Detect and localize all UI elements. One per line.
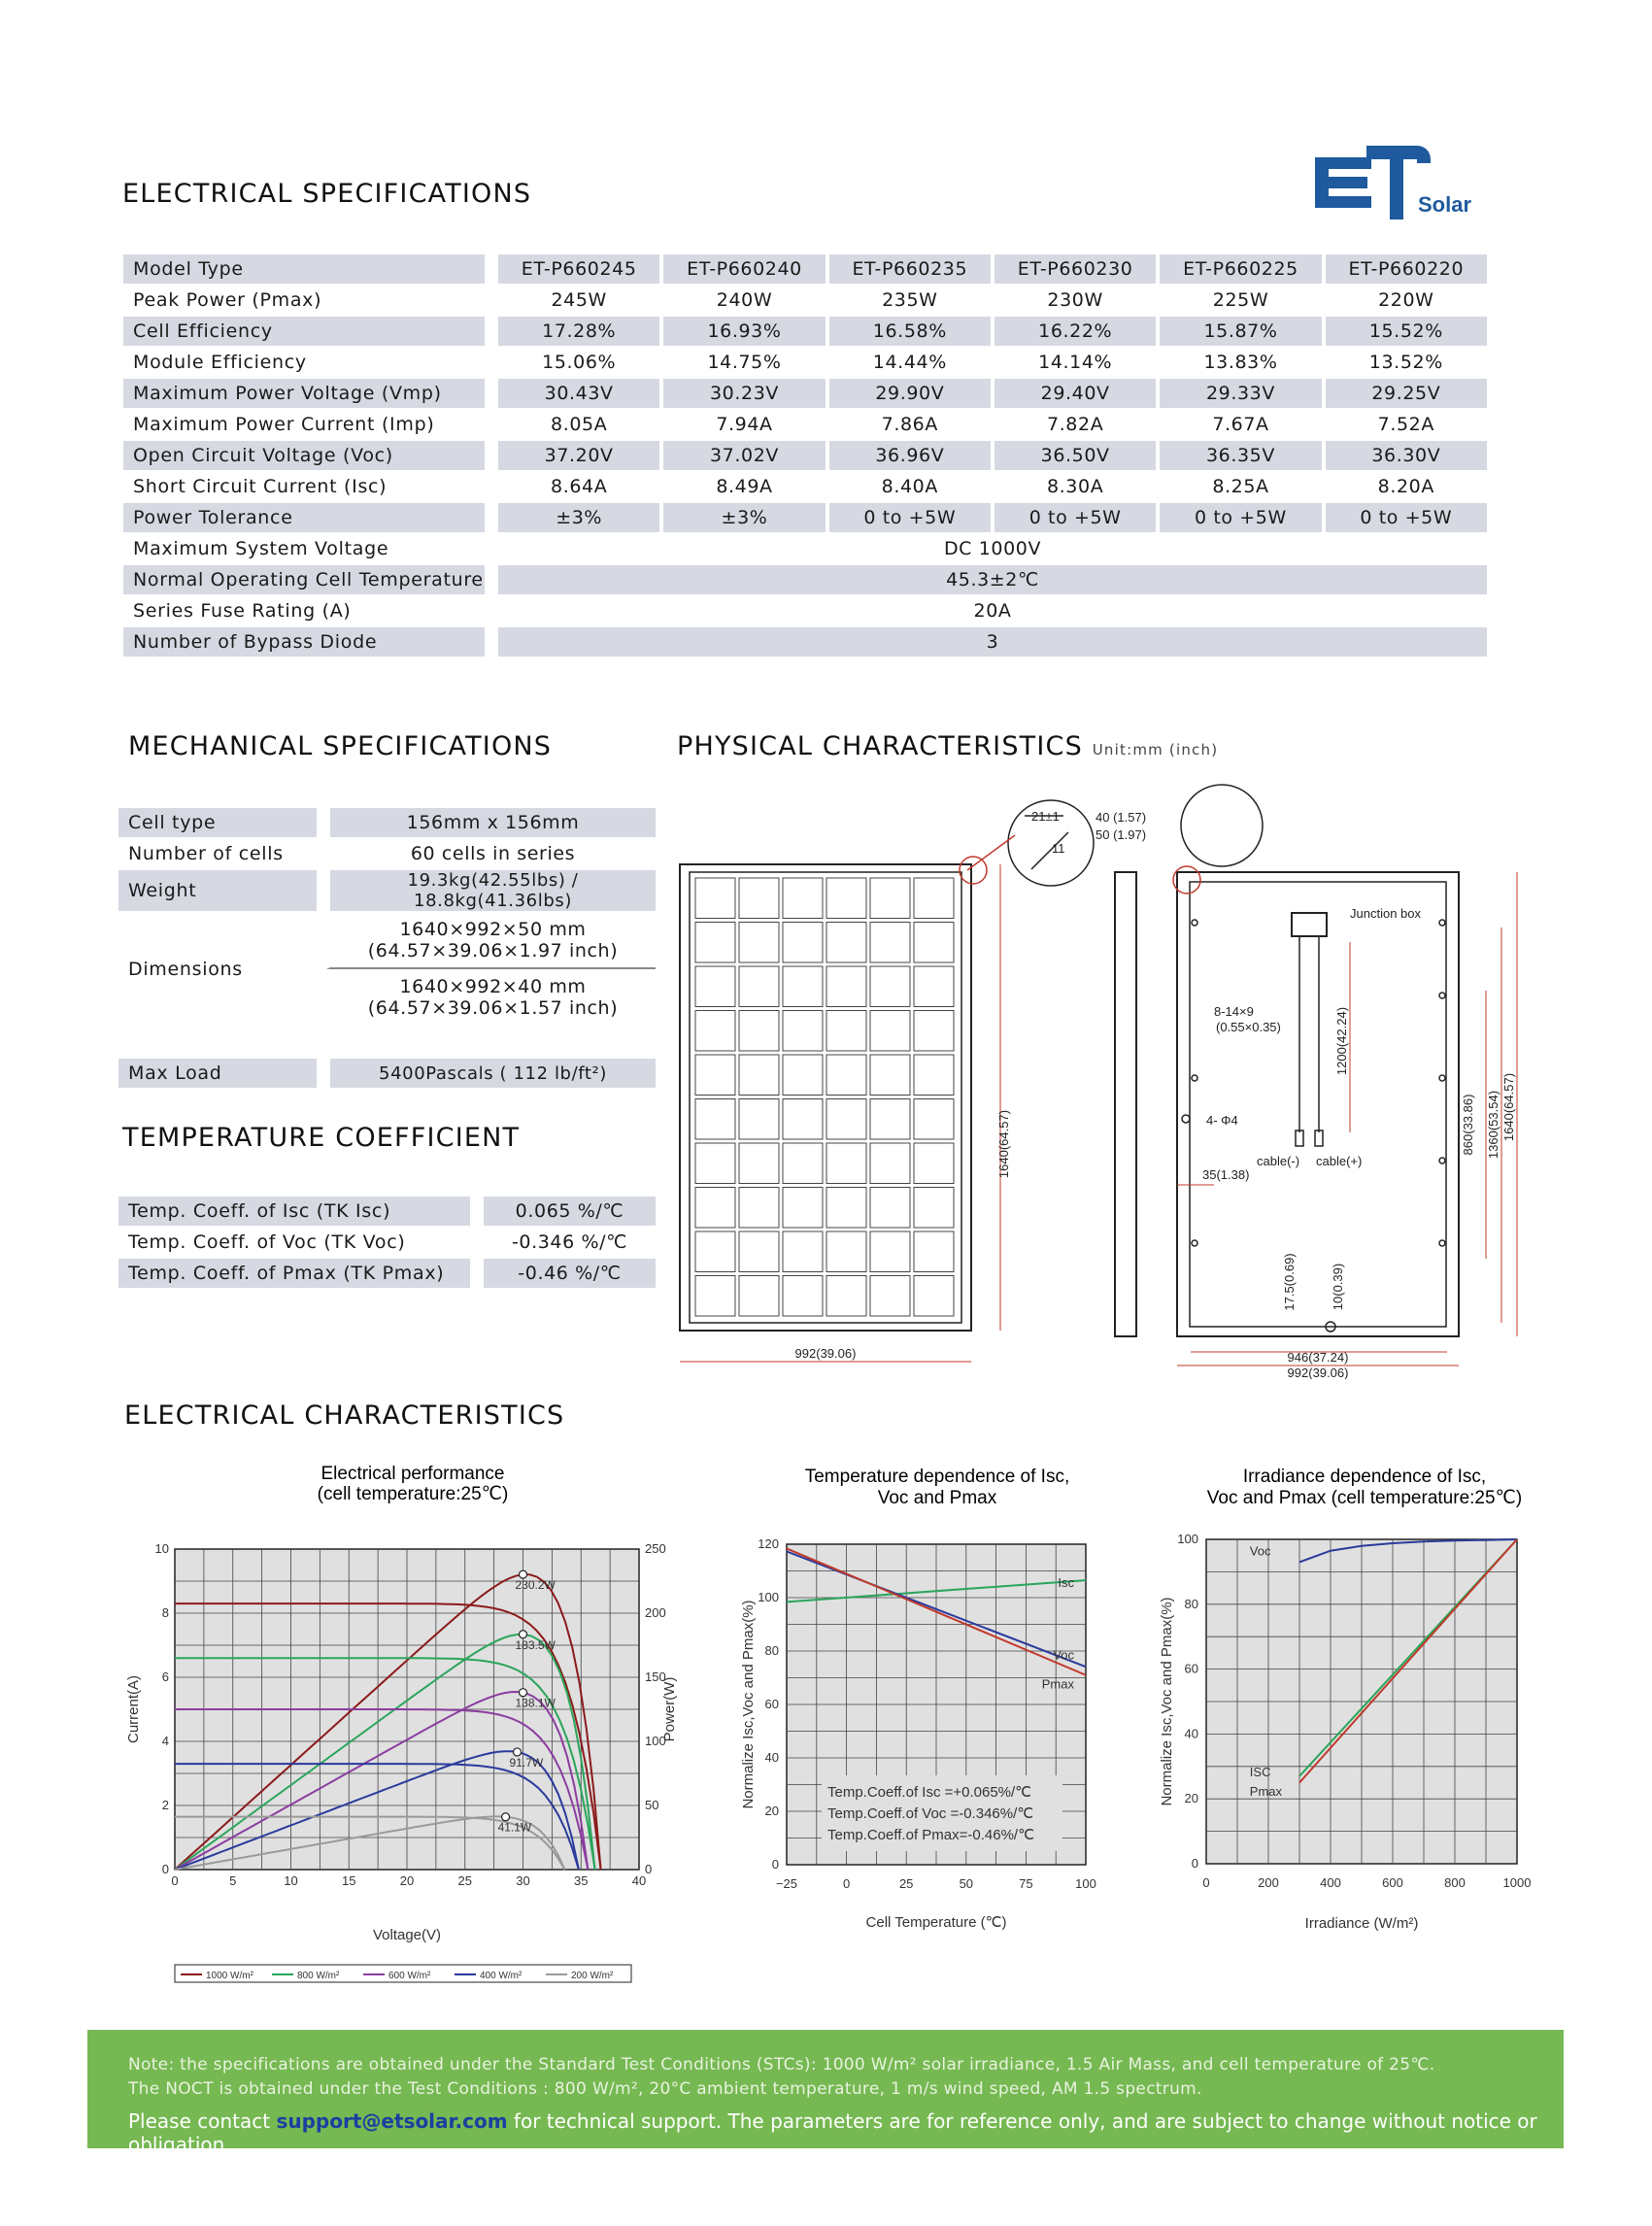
spec-value: 15.52%: [1322, 317, 1487, 348]
spec-label: Maximum Power Current (Imp): [123, 410, 485, 441]
y2-tick: 100: [645, 1734, 666, 1748]
junction-box-label: Junction box: [1350, 906, 1421, 921]
solar-cell: [914, 1231, 954, 1272]
legend-label: 800 W/m²: [297, 1971, 340, 1981]
x-tick: 25: [457, 1873, 472, 1888]
solar-cell: [783, 1055, 823, 1096]
svg-text:10(0.39): 10(0.39): [1331, 1263, 1345, 1311]
table-row: [123, 565, 1487, 596]
solar-cell: [870, 1143, 910, 1184]
x-tick: 50: [959, 1876, 974, 1891]
pmax-point: [514, 1748, 522, 1756]
pmax-label: 91.7W: [509, 1755, 544, 1770]
solar-cell: [695, 966, 735, 1007]
perf-title-2: (cell temperature:25℃): [317, 1484, 509, 1504]
spec-value: 45.3±2℃: [494, 565, 1487, 596]
x-tick: 75: [1019, 1876, 1033, 1891]
y-tick: 120: [758, 1536, 779, 1551]
physical-drawing: [670, 777, 1564, 1379]
y-tick: 20: [764, 1804, 779, 1818]
spec-value: 20A: [494, 596, 1487, 627]
spec-value: 16.22%: [991, 317, 1156, 348]
spec-value: 8.05A: [494, 410, 659, 441]
spec-value: 7.94A: [659, 410, 825, 441]
noct-note: The NOCT is obtained under the Test Conditions : 800 W/m², 20°C ambient temperature, 1 m/s wind speed, AM 1.5 spectrum.: [128, 2079, 1202, 2099]
y-axis-label: Normalize Isc,Voc and Pmax(%): [1159, 1597, 1175, 1806]
et-solar-logo: [1313, 146, 1488, 223]
solar-cell: [914, 878, 954, 919]
spec-value: 245W: [494, 286, 659, 317]
spec-value: 240W: [659, 286, 825, 317]
solar-cell: [826, 1276, 866, 1317]
pmax-point: [520, 1689, 527, 1697]
table-row: [123, 379, 1487, 410]
solar-cell: [783, 1099, 823, 1140]
series-label: Pmax: [1249, 1783, 1283, 1799]
series-label: ISC: [1249, 1764, 1271, 1779]
chart-legend: [175, 1965, 631, 1982]
irr-title-1: Irradiance dependence of Isc,: [1242, 1467, 1487, 1487]
spec-label: Series Fuse Rating (A): [123, 596, 485, 627]
spec-value: 29.40V: [991, 379, 1156, 410]
spec-value: 15.87%: [1156, 317, 1321, 348]
solar-cell: [783, 1188, 823, 1229]
spec-value: 15.06%: [494, 348, 659, 379]
solar-cell: [695, 878, 735, 919]
solar-cell: [914, 1276, 954, 1317]
solar-cell: [695, 1188, 735, 1229]
temp-coeff-table: [118, 1197, 656, 1290]
temp-coeff-title: TEMPERATURE COEFFICIENT: [122, 1123, 521, 1153]
spec-value: 0 to +5W: [826, 503, 991, 534]
y-tick: 60: [764, 1697, 779, 1711]
y-tick: 100: [1177, 1532, 1198, 1546]
spec-value: 225W: [1156, 286, 1321, 317]
solar-cell: [826, 966, 866, 1007]
solar-cell: [739, 1011, 779, 1052]
table-row: [123, 441, 1487, 472]
y2-tick: 250: [645, 1541, 666, 1556]
svg-text:1360(53.54): 1360(53.54): [1486, 1090, 1500, 1160]
svg-text:Solar: Solar: [1418, 192, 1472, 217]
weight-label: Weight: [118, 870, 317, 913]
solar-cell: [914, 1011, 954, 1052]
spec-value: ±3%: [494, 503, 659, 534]
table-row: [123, 472, 1487, 503]
svg-text:1640(64.57): 1640(64.57): [1501, 1072, 1516, 1142]
solar-cell: [739, 1188, 779, 1229]
svg-text:17.5(0.69): 17.5(0.69): [1282, 1253, 1297, 1311]
spec-label: Open Circuit Voltage (Voc): [123, 441, 485, 472]
coeff-value: 0.065 %/℃: [480, 1197, 656, 1228]
solar-cell: [870, 1011, 910, 1052]
solar-cell: [914, 923, 954, 963]
spec-value: 36.30V: [1322, 441, 1487, 472]
spec-value: 7.82A: [991, 410, 1156, 441]
solar-cell: [783, 923, 823, 963]
legend-label: 600 W/m²: [388, 1971, 431, 1981]
solar-cell: [695, 1276, 735, 1317]
y-tick: 0: [771, 1857, 779, 1872]
spec-value: 8.64A: [494, 472, 659, 503]
coefficient-line: Temp.Coeff.of Voc =-0.346%/℃: [827, 1805, 1034, 1822]
spec-value: 7.52A: [1322, 410, 1487, 441]
solar-cell: [783, 1143, 823, 1184]
solar-cell: [695, 1055, 735, 1096]
solar-cell: [826, 1055, 866, 1096]
solar-cell: [695, 923, 735, 963]
support-email-link[interactable]: support@etsolar.com: [276, 2109, 508, 2133]
spec-value: 17.28%: [494, 317, 659, 348]
y-tick: 2: [161, 1798, 169, 1812]
model-header: ET-P660245: [494, 254, 659, 286]
y2-tick: 150: [645, 1670, 666, 1684]
table-row: [123, 410, 1487, 441]
table-row: [123, 317, 1487, 348]
cell-type-label: Cell type: [118, 808, 317, 839]
svg-text:1200(42.24): 1200(42.24): [1334, 1006, 1349, 1076]
x-tick: 1000: [1502, 1875, 1532, 1890]
y-tick: 0: [1191, 1856, 1198, 1871]
y-tick: 100: [758, 1590, 779, 1604]
solar-cell: [870, 1231, 910, 1272]
x-tick: 600: [1382, 1875, 1403, 1890]
y-tick: 6: [161, 1670, 169, 1684]
coefficient-line: Temp.Coeff.of Pmax=-0.46%/℃: [827, 1827, 1034, 1843]
coeff-label: Temp. Coeff. of Pmax (TK Pmax): [118, 1259, 470, 1290]
x-tick: 100: [1075, 1876, 1096, 1891]
spec-value: 16.58%: [826, 317, 991, 348]
y-tick: 80: [1184, 1596, 1198, 1611]
x-tick: 20: [399, 1873, 415, 1888]
spec-value: 14.75%: [659, 348, 825, 379]
spec-value: 0 to +5W: [1322, 503, 1487, 534]
table-row: [123, 286, 1487, 317]
table-row: [123, 596, 1487, 627]
solar-cell: [739, 878, 779, 919]
electrical-characteristics-title: ELECTRICAL CHARACTERISTICS: [124, 1400, 565, 1431]
table-row: [123, 348, 1487, 379]
table-row: [123, 254, 1487, 286]
spec-value: 13.52%: [1322, 348, 1487, 379]
x-tick: 40: [631, 1873, 647, 1888]
solar-cell: [914, 966, 954, 1007]
solar-cell: [783, 1231, 823, 1272]
spec-value: 7.67A: [1156, 410, 1321, 441]
y-tick: 20: [1184, 1791, 1198, 1806]
spec-value: 29.90V: [826, 379, 991, 410]
series-label: Voc: [1249, 1543, 1271, 1559]
svg-text:35(1.38): 35(1.38): [1202, 1167, 1250, 1182]
cell-type-value: 156mm x 156mm: [326, 808, 656, 839]
x-tick: 10: [284, 1873, 298, 1888]
x-tick: 800: [1444, 1875, 1466, 1890]
y-tick: 4: [161, 1734, 169, 1748]
x-tick: 400: [1320, 1875, 1341, 1890]
spec-label: Normal Operating Cell Temperature: [123, 565, 485, 596]
spec-value: 30.23V: [659, 379, 825, 410]
spec-value: 0 to +5W: [991, 503, 1156, 534]
solar-cell: [870, 923, 910, 963]
front-width-label: 992(39.06): [794, 1346, 857, 1361]
irr-title-2: Voc and Pmax (cell temperature:25℃): [1206, 1488, 1523, 1508]
solar-cell: [914, 1143, 954, 1184]
pmax-point: [520, 1631, 527, 1638]
x-tick: 0: [842, 1876, 851, 1891]
spec-label: Short Circuit Current (Isc): [123, 472, 485, 503]
svg-text:11: 11: [1052, 841, 1065, 856]
svg-text:40 (1.57): 40 (1.57): [1096, 810, 1147, 825]
svg-text:cable(+): cable(+): [1316, 1154, 1363, 1168]
model-type-label: Model Type: [123, 254, 485, 286]
spec-value: 8.30A: [991, 472, 1156, 503]
spec-label: Cell Efficiency: [123, 317, 485, 348]
solar-cell: [739, 966, 779, 1007]
table-row: [123, 534, 1487, 565]
x-tick: 35: [574, 1873, 589, 1888]
stc-note: Note: the specifications are obtained under the Standard Test Conditions (STCs): 1000 W/m² solar irradiance, 1.5 Air Mass, and cell temperature of 25℃.: [128, 2055, 1435, 2074]
y2-tick: 200: [645, 1605, 666, 1620]
pmax-label: 41.1W: [497, 1820, 532, 1835]
weight-value: 19.3kg(42.55lbs) / 18.8kg(41.36lbs): [326, 870, 656, 913]
spec-label: Module Efficiency: [123, 348, 485, 379]
dimensions-50mm: 1640×992×50 mm (64.57×39.06×1.97 inch): [326, 913, 656, 969]
solar-cell: [826, 1231, 866, 1272]
solar-cell: [695, 1099, 735, 1140]
x-axis-label: Irradiance (W/m²): [1304, 1915, 1419, 1932]
spec-value: 36.35V: [1156, 441, 1321, 472]
model-header: ET-P660230: [991, 254, 1156, 286]
y-tick: 40: [1184, 1726, 1198, 1741]
solar-cell: [739, 1099, 779, 1140]
electrical-specs-title: ELECTRICAL SPECIFICATIONS: [122, 179, 532, 209]
spec-value: 230W: [991, 286, 1156, 317]
solar-cell: [870, 1099, 910, 1140]
electrical-performance-chart: [107, 1452, 709, 1996]
spec-value: 220W: [1322, 286, 1487, 317]
y-tick: 40: [764, 1750, 779, 1765]
solar-cell: [914, 1188, 954, 1229]
svg-text:(0.55×0.35): (0.55×0.35): [1216, 1020, 1281, 1034]
spec-value: 30.43V: [494, 379, 659, 410]
x-tick: −25: [775, 1876, 798, 1891]
solar-cell: [826, 1188, 866, 1229]
spec-value: 14.44%: [826, 348, 991, 379]
solar-cell: [739, 923, 779, 963]
svg-text:946(37.24): 946(37.24): [1287, 1350, 1349, 1365]
svg-text:8-14×9: 8-14×9: [1214, 1004, 1254, 1019]
x-tick: 200: [1258, 1875, 1279, 1890]
physical-title: PHYSICAL CHARACTERISTICS Unit:mm (inch): [677, 731, 1219, 761]
mechanical-specs-title: MECHANICAL SPECIFICATIONS: [128, 731, 553, 761]
pmax-label: 230.2W: [515, 1578, 556, 1593]
solar-cell: [695, 1231, 735, 1272]
detail-21-label: 21±1: [1031, 809, 1060, 824]
temp-title-1: Temperature dependence of Isc,: [804, 1467, 1070, 1487]
legend-label: 200 W/m²: [571, 1971, 614, 1981]
solar-cell: [739, 1276, 779, 1317]
spec-label: Maximum Power Voltage (Vmp): [123, 379, 485, 410]
x-tick: 15: [342, 1873, 356, 1888]
x-tick: 30: [516, 1873, 530, 1888]
spec-value: 7.86A: [826, 410, 991, 441]
spec-label: Number of Bypass Diode: [123, 627, 485, 658]
solar-cell: [783, 1011, 823, 1052]
y2-tick: 0: [645, 1862, 653, 1876]
coeff-value: -0.346 %/℃: [480, 1228, 656, 1259]
y2-tick: 50: [645, 1798, 659, 1812]
y-axis-label: Normalize Isc,Voc and Pmax(%): [740, 1600, 757, 1809]
spec-value: 3: [494, 627, 1487, 658]
spec-value: 0 to +5W: [1156, 503, 1321, 534]
spec-label: Power Tolerance: [123, 503, 485, 534]
legend-label: 1000 W/m²: [206, 1971, 253, 1981]
model-header: ET-P660240: [659, 254, 825, 286]
spec-value: 13.83%: [1156, 348, 1321, 379]
solar-cell: [826, 1011, 866, 1052]
spec-value: 8.40A: [826, 472, 991, 503]
spec-value: 16.93%: [659, 317, 825, 348]
table-row: [118, 1259, 656, 1290]
table-row: [118, 1228, 656, 1259]
electrical-specs-table: [123, 254, 1487, 658]
solar-cell: [914, 1055, 954, 1096]
table-row: [123, 627, 1487, 658]
series-label: Isc: [1058, 1575, 1074, 1590]
y-tick: 10: [154, 1541, 169, 1556]
svg-text:860(33.86): 860(33.86): [1461, 1094, 1475, 1156]
coefficient-line: Temp.Coeff.of Isc =+0.065%/℃: [827, 1784, 1032, 1801]
coeff-label: Temp. Coeff. of Voc (TK Voc): [118, 1228, 470, 1259]
front-height-label: 1640(64.57): [996, 1109, 1011, 1179]
solar-cell: [870, 1188, 910, 1229]
spec-value: 8.49A: [659, 472, 825, 503]
solar-cell: [695, 1011, 735, 1052]
temp-title-2: Voc and Pmax: [877, 1488, 997, 1508]
y-axis-label: Current(A): [125, 1674, 142, 1744]
series-label: Pmax: [1041, 1676, 1074, 1692]
dimensions-40mm: 1640×992×40 mm (64.57×39.06×1.57 inch): [326, 969, 656, 1028]
svg-text:4- Φ4: 4- Φ4: [1206, 1113, 1238, 1128]
y-tick: 8: [161, 1605, 169, 1620]
footer-note-band: [87, 2030, 1564, 2156]
y-tick: 80: [764, 1643, 779, 1658]
spec-label: Maximum System Voltage: [123, 534, 485, 565]
unit-note: Unit:mm (inch): [1092, 741, 1219, 759]
cells-label: Number of cells: [118, 839, 317, 870]
y-tick: 60: [1184, 1661, 1198, 1676]
solar-cell: [914, 1099, 954, 1140]
pmax-point: [520, 1570, 527, 1578]
table-row: [118, 1197, 656, 1228]
model-header: ET-P660235: [826, 254, 991, 286]
solar-cell: [826, 878, 866, 919]
solar-cell: [783, 1276, 823, 1317]
spec-value: 37.20V: [494, 441, 659, 472]
solar-cell: [826, 1143, 866, 1184]
pmax-label: 138.1W: [515, 1696, 556, 1710]
spec-value: 8.25A: [1156, 472, 1321, 503]
spec-value: 29.25V: [1322, 379, 1487, 410]
spec-value: ±3%: [659, 503, 825, 534]
spec-value: 14.14%: [991, 348, 1156, 379]
y2-axis-label: Power(W): [661, 1676, 678, 1742]
spec-value: 8.20A: [1322, 472, 1487, 503]
svg-text:992(39.06): 992(39.06): [1287, 1366, 1349, 1379]
spec-value: 235W: [826, 286, 991, 317]
spec-value: 37.02V: [659, 441, 825, 472]
solar-cell: [783, 878, 823, 919]
solar-cell: [739, 1231, 779, 1272]
spec-value: DC 1000V: [494, 534, 1487, 565]
solar-cell: [870, 966, 910, 1007]
y-tick: 0: [161, 1862, 169, 1876]
solar-cell: [826, 923, 866, 963]
svg-text:cable(-): cable(-): [1257, 1154, 1300, 1168]
solar-cell: [870, 1055, 910, 1096]
series-label: Voc: [1053, 1647, 1074, 1663]
temperature-dependence-chart: [728, 1452, 1136, 1976]
x-tick: 25: [898, 1876, 914, 1891]
svg-text:50 (1.97): 50 (1.97): [1096, 827, 1147, 842]
solar-cell: [739, 1143, 779, 1184]
spec-value: 29.33V: [1156, 379, 1321, 410]
table-row: [123, 503, 1487, 534]
cells-value: 60 cells in series: [326, 839, 656, 870]
coeff-value: -0.46 %/℃: [480, 1259, 656, 1290]
max-load-label: Max Load: [118, 1059, 317, 1090]
irradiance-dependence-chart: [1146, 1452, 1554, 1976]
max-load-value: 5400Pascals ( 112 lb/ft²): [326, 1059, 656, 1090]
pmax-label: 183.5W: [515, 1637, 556, 1652]
x-tick: 0: [1202, 1875, 1210, 1890]
coefficient-box: [822, 1775, 1062, 1851]
solar-cell: [870, 878, 910, 919]
x-axis-label: Voltage(V): [372, 1927, 442, 1943]
x-tick: 5: [229, 1873, 237, 1888]
mechanical-specs-table: [118, 808, 656, 1090]
model-header: ET-P660225: [1156, 254, 1321, 286]
legend-label: 400 W/m²: [480, 1971, 523, 1981]
solar-cell: [739, 1055, 779, 1096]
spec-value: 36.50V: [991, 441, 1156, 472]
solar-cell: [695, 1143, 735, 1184]
pmax-point: [502, 1813, 510, 1821]
model-header: ET-P660220: [1322, 254, 1487, 286]
x-axis-label: Cell Temperature (℃): [865, 1914, 1007, 1931]
dimensions-label: Dimensions: [118, 913, 317, 1028]
coeff-label: Temp. Coeff. of Isc (TK Isc): [118, 1197, 470, 1228]
spec-value: 36.96V: [826, 441, 991, 472]
solar-cell: [870, 1276, 910, 1317]
contact-line: Please contact support@etsolar.com for technical support. The parameters are for reference only, and are subject to change without notice or obligation.: [128, 2109, 1537, 2156]
x-tick: 0: [171, 1873, 179, 1888]
solar-cell: [783, 966, 823, 1007]
solar-cell: [826, 1099, 866, 1140]
perf-title-1: Electrical performance: [320, 1464, 505, 1484]
spec-label: Peak Power (Pmax): [123, 286, 485, 317]
